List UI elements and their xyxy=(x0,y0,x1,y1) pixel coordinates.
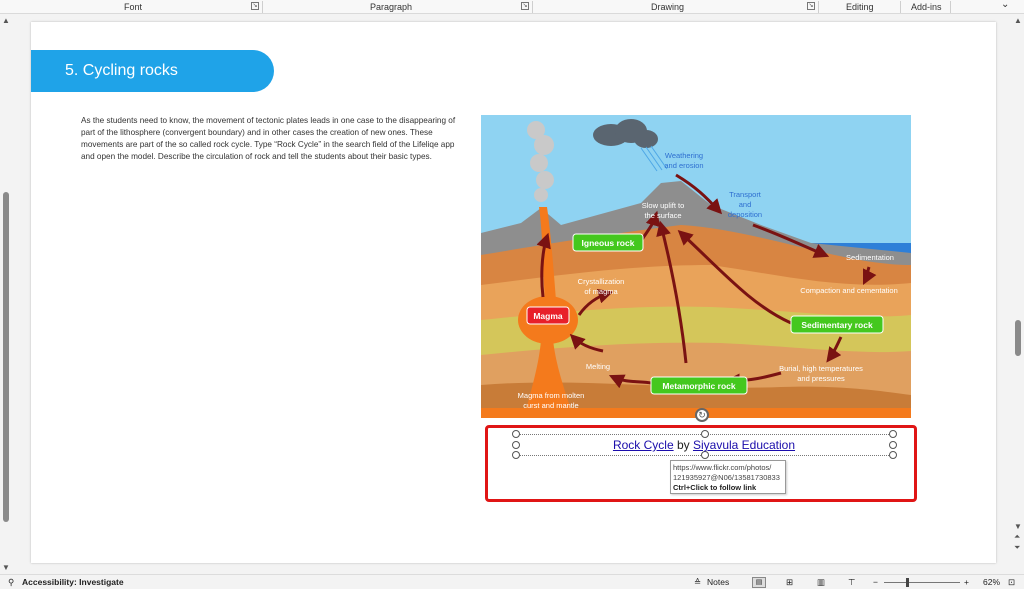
right-scrollbar[interactable] xyxy=(1012,14,1024,574)
label-weathering: and erosion xyxy=(664,161,704,170)
left-scroll-thumb[interactable] xyxy=(3,192,9,522)
accessibility-icon[interactable]: ⚲ xyxy=(8,577,15,587)
zoom-level[interactable]: 62% xyxy=(983,577,1001,587)
label-sedimentation: Sedimentation xyxy=(846,253,894,262)
title-banner xyxy=(31,50,274,92)
resize-handle[interactable] xyxy=(512,451,520,459)
status-bar xyxy=(0,574,1024,589)
sedimentary-rock-label: Sedimentary rock xyxy=(801,320,873,330)
slide-canvas[interactable] xyxy=(31,22,996,563)
label-magma-source: Magma from molten xyxy=(517,391,585,400)
ribbon-group-font: Font xyxy=(124,2,143,12)
resize-handle[interactable] xyxy=(889,451,897,459)
label-weathering: Weathering xyxy=(664,151,704,160)
drawing-dialog-launcher-icon[interactable]: ↘ xyxy=(808,3,814,9)
accessibility-status[interactable]: Accessibility: Investigate xyxy=(22,577,124,587)
ribbon-group-drawing: Drawing xyxy=(651,2,685,12)
left-scrollbar[interactable] xyxy=(0,14,12,574)
slide-body-text[interactable]: As the students need to know, the movement of tectonic plates leads in one case to the disappearing of part of the lithosphere (convergent boundary) and in other cases the creation of new ones. These movements are part of the so called rock cycle. Type “Rock Cycle” in the search field of the Lifeliqe app and open the model. Describe the circulation of rock and tell the students about their basic types. xyxy=(81,116,456,161)
label-burial: and pressures xyxy=(797,374,845,383)
zoom-slider[interactable] xyxy=(884,582,960,583)
ribbon-group-bar xyxy=(0,0,1024,14)
tooltip-url-line: 121935927@N06/13581730833 xyxy=(673,473,780,482)
label-uplift: Slow uplift to xyxy=(641,201,685,210)
scroll-down-arrow-icon[interactable]: ▼ xyxy=(2,563,10,572)
resize-handle[interactable] xyxy=(889,430,897,438)
slide-workspace xyxy=(0,14,1024,574)
rock-cycle-diagram[interactable] xyxy=(481,115,911,418)
tooltip-url-line: https://www.flickr.com/photos/ xyxy=(673,463,772,472)
label-transport: Transport xyxy=(729,190,761,199)
label-uplift: the surface xyxy=(644,211,682,220)
reading-view-icon[interactable]: ▥ xyxy=(817,577,826,587)
label-crystallization: Crystallization xyxy=(577,277,625,286)
slide-sorter-icon[interactable]: ⊞ xyxy=(786,577,794,587)
caption-highlight-box xyxy=(485,425,917,502)
caption-by-text: by xyxy=(673,438,693,452)
igneous-rock-label: Igneous rock xyxy=(581,238,635,248)
label-burial: Burial, high temperatures xyxy=(779,364,863,373)
ribbon-group-addins[interactable]: Add-ins xyxy=(911,2,942,12)
caption-line xyxy=(488,438,920,452)
metamorphic-rock-label: Metamorphic rock xyxy=(662,381,736,391)
label-compaction: Compaction and cementation xyxy=(800,286,898,295)
rotate-handle-icon[interactable]: ↻ xyxy=(695,408,709,422)
ribbon-group-editing[interactable]: Editing xyxy=(846,2,874,12)
notes-icon[interactable]: ≙ xyxy=(694,577,702,587)
ribbon-separator xyxy=(818,1,819,13)
resize-handle[interactable] xyxy=(512,430,520,438)
label-magma-source: curst and mantle xyxy=(523,401,579,410)
normal-view-icon[interactable]: ▤ xyxy=(752,577,766,588)
label-crystallization: of magma xyxy=(584,287,618,296)
zoom-out-icon[interactable]: − xyxy=(873,577,878,587)
ribbon-separator xyxy=(950,1,951,13)
right-scroll-thumb[interactable] xyxy=(1015,320,1021,356)
ribbon-separator xyxy=(900,1,901,13)
scroll-up-arrow-icon[interactable]: ▲ xyxy=(2,16,10,25)
label-transport: and xyxy=(738,200,752,209)
rock-cycle-link[interactable]: Rock Cycle xyxy=(612,438,674,452)
resize-handle[interactable] xyxy=(701,430,709,438)
collapse-ribbon-chevron-icon[interactable]: ⌄ xyxy=(1001,0,1010,10)
notes-button[interactable]: Notes xyxy=(707,577,730,587)
scroll-down-arrow-icon[interactable]: ▼ xyxy=(1014,522,1022,531)
scroll-up-arrow-icon[interactable]: ▲ xyxy=(1014,16,1022,25)
tooltip-hint: Ctrl+Click to follow link xyxy=(673,483,757,492)
siyavula-link[interactable]: Siyavula Education xyxy=(692,438,796,452)
font-dialog-launcher-icon[interactable]: ↘ xyxy=(252,3,258,9)
slideshow-icon[interactable]: ⊤ xyxy=(848,577,856,587)
magma-label: Magma xyxy=(533,311,563,321)
ribbon-separator xyxy=(532,1,533,13)
resize-handle[interactable] xyxy=(701,451,709,459)
ribbon-separator xyxy=(262,1,263,13)
fit-to-window-icon[interactable]: ⊡ xyxy=(1008,577,1016,587)
slide-title[interactable]: 5. Cycling rocks xyxy=(65,62,178,79)
zoom-in-icon[interactable]: + xyxy=(964,577,969,587)
zoom-slider-thumb[interactable] xyxy=(906,578,909,587)
ribbon-group-paragraph: Paragraph xyxy=(370,2,413,12)
hyperlink-tooltip xyxy=(670,460,786,494)
next-slide-icon[interactable]: ⏷ xyxy=(1014,543,1021,552)
paragraph-dialog-launcher-icon[interactable]: ↘ xyxy=(522,3,528,9)
label-melting: Melting xyxy=(585,362,611,371)
previous-slide-icon[interactable]: ⏶ xyxy=(1014,532,1021,541)
label-transport: deposition xyxy=(727,210,763,219)
